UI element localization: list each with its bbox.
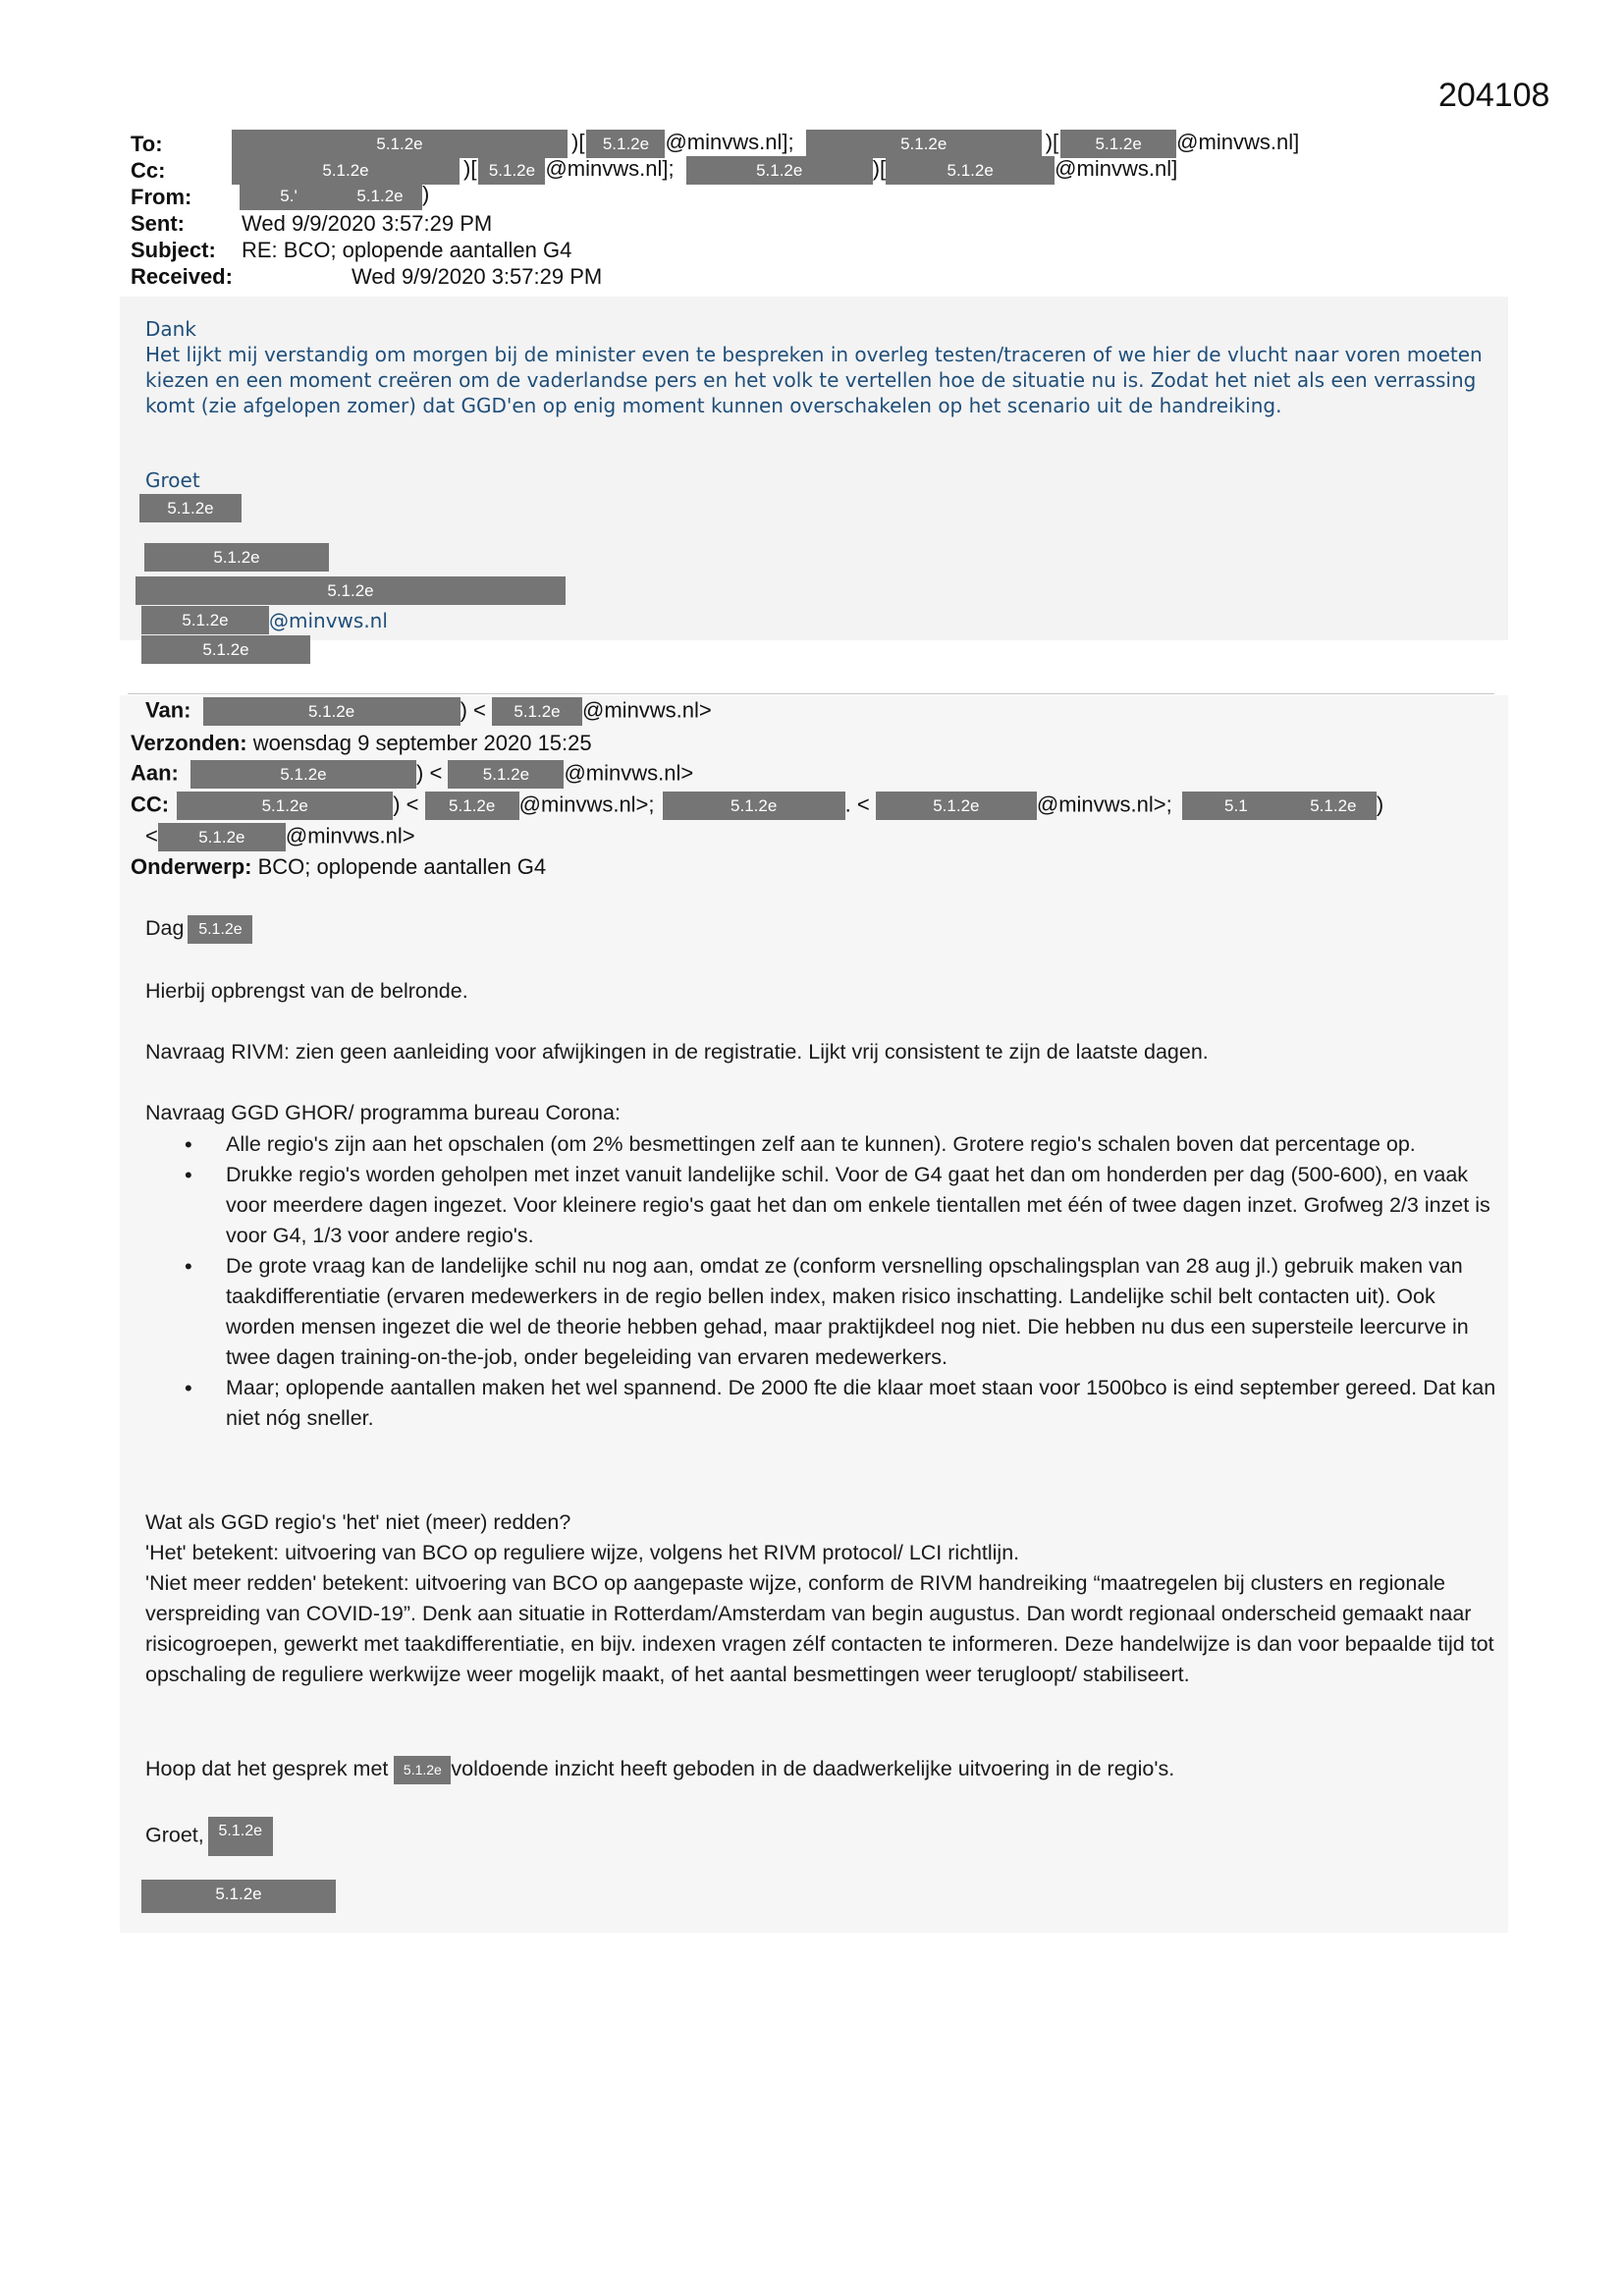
recipient-domain: @minvws.nl]	[1176, 130, 1300, 154]
bracket-text: )	[1376, 792, 1384, 817]
redaction-box: 5.1.2e	[478, 156, 545, 185]
redaction-box: 5.1.2e	[141, 635, 310, 664]
redaction-box: 5.1.2e	[177, 792, 393, 820]
redaction-box: 5.1.2e	[886, 156, 1055, 185]
redaction-box: 5.1.2e	[586, 130, 665, 158]
redaction-box: 5.1.2e	[1290, 792, 1377, 820]
bullet-list	[145, 1129, 1498, 1434]
redaction-box: 5.1.2e	[188, 915, 252, 944]
received-value: Wed 9/9/2020 3:57:29 PM	[352, 264, 603, 289]
bracket-text: )[	[872, 156, 887, 181]
redaction-box: 5.1.2e	[492, 697, 582, 726]
bullet-item: • Drukke regio's worden geholpen met inzet vanuit landelijke schil. Voor de G4 gaat het dan om honderden per dag (500-600), en vaak voor meerdere dagen ingezet. Voor kleinere regio's gaat het dan om enkele tientallen met één of twee dagen inzet. Grofweg 2/3 inzet is voor G4, 1/3 voor andere regio's.	[145, 1160, 1498, 1251]
redaction-box: 5.1.2e	[394, 1756, 451, 1784]
received-label: Received:	[131, 264, 233, 289]
forward-onderwerp	[131, 854, 546, 880]
reply-text: Het lijkt mij verstandig om morgen bij de minister even te bespreken in overleg testen/traceren of we hier de vlucht naar voren moeten kiezen en een moment creëren om de vaderlandse pers en het volk te vertellen hoe de situatie nu is. Zodat het niet als een verrassing komt (zie afgelopen zomer) dat GGD'en op enig moment kunnen overschakelen op het scenario uit de handreiking.	[145, 343, 1483, 417]
bullet-item: • De grote vraag kan de landelijke schil nu nog aan, omdat ze (conform versnelling opschalingsplan van 28 aug jl.) gebruik maken van taakdifferentiatie (ervaren medewerkers in de regio bellen index, maken risico inschatting. Landelijke schil belt contacten uit). Ook worden mensen ingezet die wel de theorie hebben gehad, maar praktijkdeel nog niet. Die hebben nu dus een supersteile leercurve in twee dagen training-on-the-job, onder begeleiding van ervaren medewerkers.	[145, 1251, 1498, 1373]
redaction-box: 5.1.2e	[1060, 130, 1176, 158]
email-text: @minvws.nl>	[564, 760, 694, 786]
reply-closing: Groet	[145, 468, 200, 492]
subject-label: Subject:	[131, 238, 216, 262]
bracket-text: )[	[571, 130, 585, 154]
redaction-box: 5.1.2e	[190, 760, 416, 789]
cc-label: Cc:	[131, 158, 166, 183]
redaction-box: 5.1.2e	[135, 576, 566, 605]
redaction-box: 5.1.2e	[425, 792, 519, 820]
onderwerp-value: BCO; oplopende aantallen G4	[257, 854, 547, 879]
redaction-box: 5.1	[1182, 792, 1290, 820]
recipient-domain: @minvws.nl];	[665, 130, 794, 154]
email-text: @minvws.nl>	[582, 697, 712, 723]
hoop-text: voldoende inzicht heeft geboden in de daadwerkelijke uitvoering in de regio's.	[451, 1757, 1175, 1780]
email-text: @minvws.nl>	[285, 823, 415, 848]
bracket-text: )	[422, 182, 430, 206]
salutation	[145, 913, 252, 944]
redaction-box: 5.1.2e	[876, 792, 1037, 820]
redaction-box: 5.1.2e	[208, 1817, 273, 1856]
redaction-box: 5.1.2e	[806, 130, 1042, 158]
bracket-text: ) <	[460, 697, 486, 723]
bullet-item: • Alle regio's zijn aan het opschalen (om 2% besmettingen zelf aan te kunnen). Grotere regio's schalen boven dat percentage op.	[145, 1129, 1498, 1160]
redaction-box: 5.1.2e	[448, 760, 564, 789]
forward-cc	[131, 792, 1383, 820]
redaction-box: 5.1.2e	[203, 697, 460, 726]
bullet-item: • Maar; oplopende aantallen maken het wel spannend. De 2000 fte die klaar moet staan voor 1500bco is eind september gereed. Dat kan niet nóg sneller.	[145, 1373, 1498, 1434]
signature-email: @minvws.nl	[269, 609, 388, 632]
question: Wat als GGD regio's 'het' niet (meer) redden?	[145, 1510, 571, 1534]
aan-label: Aan:	[131, 760, 179, 786]
redaction-box: 5.1.2e	[158, 823, 286, 851]
reply-body	[145, 316, 1490, 418]
recipient-domain: @minvws.nl]	[1055, 156, 1178, 181]
signature-block-2	[141, 1880, 336, 1913]
forward-verzonden	[131, 731, 592, 756]
reply-greeting: Dank	[145, 317, 196, 341]
groet-text: Groet,	[145, 1823, 204, 1847]
forward-van	[145, 697, 712, 726]
forward-aan	[131, 760, 693, 789]
signoff	[145, 1817, 273, 1856]
recipient-domain: @minvws.nl];	[545, 156, 675, 181]
redaction-box: 5.1.2e	[144, 543, 329, 572]
closing-paragraph	[145, 1754, 1520, 1784]
divider	[128, 693, 1494, 694]
from-label: From:	[131, 185, 192, 209]
to-value	[232, 129, 1299, 158]
email-text: @minvws.nl>;	[1036, 792, 1172, 817]
verzonden-value: woensdag 9 september 2020 15:25	[252, 731, 592, 755]
bracket-text: )[	[1045, 130, 1059, 154]
email-text: @minvws.nl>;	[518, 792, 655, 817]
subject-value: RE: BCO; oplopende aantallen G4	[242, 238, 572, 262]
verzonden-label: Verzonden:	[131, 731, 247, 755]
redaction-box: 5.1.2e	[139, 494, 242, 522]
redaction-box: 5.1.2e	[232, 130, 568, 158]
redaction-box: 5.1.2e	[663, 792, 845, 820]
bracket-text: )[	[463, 156, 477, 181]
redaction-box: 5.1.2e	[141, 606, 269, 634]
redaction-box: 5.1.2e	[141, 1880, 336, 1913]
paragraph: Navraag GGD GHOR/ programma bureau Corona:	[145, 1101, 621, 1124]
paragraph: Hierbij opbrengst van de belronde.	[145, 979, 468, 1003]
bracket-text: . <	[844, 792, 870, 817]
paragraph: 'Het' betekent: uitvoering van BCO op reguliere wijze, volgens het RIVM protocol/ LCI richtlijn.	[145, 1541, 1020, 1564]
bracket-text: ) <	[416, 760, 443, 786]
paragraph: 'Niet meer redden' betekent: uitvoering van BCO op aangepaste wijze, conform de RIVM handreiking “maatregelen bij clusters en regionale verspreiding van COVID-19”. Denk aan situatie in Rotterdam/Amsterdam van begin augustus. Dan wordt regionaal onderscheid gemaakt naar risicogroepen, gewerkt met taakdifferentiatie, en bijv. indexen vragen zélf contacten te informeren. Deze handelwijze is dan voor bepaalde tijd tot opschaling de reguliere werkwijze weer mogelijk maakt, of het aantal besmettingen weer terugloopt/ stabiliseert.	[145, 1571, 1494, 1686]
redaction-box: 5.1.2e	[232, 156, 460, 185]
redaction-box: 5.1.2e	[338, 182, 422, 210]
bracket-text: <	[145, 823, 158, 848]
onderwerp-label: Onderwerp:	[131, 854, 252, 879]
forward-cc-cont	[145, 823, 415, 851]
cc-label-fwd: CC:	[131, 792, 170, 817]
sent-value: Wed 9/9/2020 3:57:29 PM	[242, 211, 493, 236]
redaction-box: 5.1.2e	[686, 156, 873, 185]
bracket-text: ) <	[393, 792, 419, 817]
dag-text: Dag	[145, 916, 185, 940]
to-label: To:	[131, 132, 163, 156]
document-number: 204108	[1438, 77, 1550, 114]
redaction-box: 5.'	[240, 182, 338, 210]
sent-label: Sent:	[131, 211, 185, 236]
paragraph: Navraag RIVM: zien geen aanleiding voor afwijkingen in de registratie. Lijkt vrij consistent te zijn de laatste dagen.	[145, 1040, 1209, 1064]
hoop-text: Hoop dat het gesprek met	[145, 1757, 389, 1780]
from-value	[240, 181, 429, 210]
van-label: Van:	[145, 697, 191, 723]
